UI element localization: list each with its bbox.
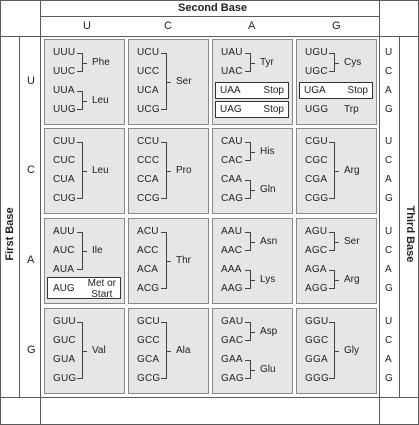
third-base-letter-G: G [385,373,393,384]
codon-UCU: UCU [137,47,160,58]
second-base-letter-A: A [248,20,256,32]
codon-CGU: CGU [305,136,328,147]
start-label [88,278,116,300]
second-base-title-divider [40,16,379,17]
second-base-letter-U: U [83,20,91,32]
codon-UUA: UUA [53,85,75,96]
codon-GGU: GGU [305,316,329,327]
amino-acid-Leu: Leu [92,94,109,106]
codon-UCG: UCG [137,104,160,115]
codon-CCA: CCA [137,174,159,185]
codon-CGG: CGG [305,193,329,204]
codon-AAU: AAU [221,226,243,237]
codon-ACG: ACG [137,283,160,294]
codon-CCC: CCC [137,155,160,166]
bracket-tick [167,171,171,172]
bracket-tick [83,251,87,252]
codon-AUU: AUU [53,226,75,237]
third-base-letter-U: U [385,316,393,327]
codon-UUC: UUC [53,66,76,77]
bracket-tick [83,171,87,172]
bracket-tick [251,152,255,153]
codon-GCU: GCU [137,316,160,327]
codon-GGG: GGG [305,373,329,384]
bracket-tick [335,171,339,172]
codon-UUG: UUG [53,104,76,115]
stop-label: Stop [347,85,368,96]
amino-acid-Tyr: Tyr [260,56,274,68]
amino-acid-Glu: Glu [260,363,276,375]
third-base-letter-C: C [385,66,393,77]
codon-CGC: CGC [305,155,328,166]
amino-acid-Lys: Lys [260,273,276,285]
amino-acid-Leu: Leu [92,164,109,176]
first-base-letter-U: U [27,75,35,87]
third-base-letter-A: A [385,174,392,185]
codon-GAA: GAA [221,354,243,365]
second-base-letter-G: G [332,20,341,32]
start-label-line2: Start [91,289,113,300]
third-base-letter-U: U [385,47,393,58]
first-base-letter-divider [40,0,41,425]
codon-ACU: ACU [137,226,159,237]
codon-UAC: UAC [221,66,243,77]
codon-ACC: ACC [137,245,159,256]
amino-acid-Pro: Pro [176,164,192,176]
third-base-letter-A: A [385,264,392,275]
amino-acid-Gln: Gln [260,183,276,195]
amino-acid-Phe: Phe [92,56,110,68]
codon-UCA: UCA [137,85,159,96]
stop-codon: UGA [304,85,326,96]
amino-acid-Val: Val [92,344,106,356]
first-base-title: First Base [4,207,16,261]
start-codon: AUG [53,283,75,294]
codon-GUG: GUG [53,373,77,384]
first-base-column-divider [19,36,20,397]
first-base-letter-A: A [27,254,35,266]
codon-UUU: UUU [53,47,76,58]
codon-AUC: AUC [53,245,75,256]
codon-CUU: CUU [53,136,76,147]
outer-left-border [0,0,1,425]
codon-AUA: AUA [53,264,75,275]
codon-UCC: UCC [137,66,160,77]
amino-acid-Trp: Trp [344,104,359,115]
amino-acid-Gly: Gly [344,344,359,356]
codon-CCG: CCG [137,193,160,204]
amino-acid-Cys: Cys [344,56,362,68]
outer-top-border [0,0,419,1]
bracket-tick [335,351,339,352]
codon-CUG: CUG [53,193,76,204]
bracket-tick [335,242,339,243]
stop-label: Stop [263,104,284,115]
bracket-tick [83,63,87,64]
codon-AGG: AGG [305,283,328,294]
first-base-letter-G: G [27,344,36,356]
codon-UGC: UGC [305,66,328,77]
codon-AAA: AAA [221,264,242,275]
codon-GUU: GUU [53,316,76,327]
bracket-tick [251,242,255,243]
codon-AGU: AGU [305,226,328,237]
codon-CAC: CAC [221,155,243,166]
bracket-tick [167,261,171,262]
third-base-letter-C: C [385,335,393,346]
start-label-line1: Met or [87,278,116,289]
codon-GCA: GCA [137,354,160,365]
third-base-letter-G: G [385,283,393,294]
codon-GAU: GAU [221,316,244,327]
third-base-letter-divider [379,0,380,425]
amino-acid-Asn: Asn [260,235,278,247]
amino-acid-Ser: Ser [176,75,192,87]
codon-CAG: CAG [221,193,244,204]
second-base-title: Second Base [178,2,248,14]
bracket-tick [167,82,171,83]
second-base-letter-C: C [164,20,172,32]
codon-GUC: GUC [53,335,76,346]
codon-CCU: CCU [137,136,160,147]
stop-codon: UAA [220,85,241,96]
amino-acid-His: His [260,145,275,157]
first-base-letter-C: C [27,164,35,176]
footer-row-divider [0,397,419,398]
codon-ACA: ACA [137,264,159,275]
bracket-tick [251,190,255,191]
amino-acid-Arg: Arg [344,164,360,176]
stop-codon: UAG [220,104,242,115]
codon-GAG: GAG [221,373,244,384]
codon-CAA: CAA [221,174,243,185]
third-base-column-divider [399,36,400,397]
bracket-tick [335,63,339,64]
codon-GCG: GCG [137,373,161,384]
amino-acid-Ser: Ser [344,235,360,247]
codon-GCC: GCC [137,335,160,346]
codon-AAC: AAC [221,245,243,256]
third-base-letter-C: C [385,155,393,166]
third-base-letter-C: C [385,245,393,256]
stop-label: Stop [263,85,284,96]
third-base-letter-G: G [385,193,393,204]
start-codon-box [47,277,121,299]
codon-CUA: CUA [53,174,75,185]
codon-CUC: CUC [53,155,76,166]
stop-codon-box [215,82,289,99]
codon-AAG: AAG [221,283,243,294]
bracket-tick [251,332,255,333]
third-base-letter-U: U [385,136,393,147]
amino-acid-Ala: Ala [176,344,191,356]
codon-AGC: AGC [305,245,328,256]
bracket-tick [251,370,255,371]
third-base-letter-U: U [385,226,393,237]
codon-CGA: CGA [305,174,328,185]
bracket-tick [83,351,87,352]
bracket-tick [251,280,255,281]
amino-acid-Thr: Thr [176,254,191,266]
bracket-tick [83,101,87,102]
codon-GGA: GGA [305,354,328,365]
codon-CAU: CAU [221,136,243,147]
amino-acid-Arg: Arg [344,273,360,285]
third-base-letter-A: A [385,85,392,96]
stop-codon-box [215,101,289,118]
bracket-tick [335,280,339,281]
stop-codon-box [299,82,373,99]
amino-acid-Ile: Ile [92,245,103,256]
amino-acid-Asp: Asp [260,325,278,337]
third-base-letter-A: A [385,354,392,365]
third-base-title: Third Base [404,205,416,263]
codon-UGU: UGU [305,47,328,58]
codon-GGC: GGC [305,335,329,346]
header-row-divider [0,36,419,37]
third-base-letter-G: G [385,104,393,115]
codon-UGG: UGG [305,104,329,115]
codon-AGA: AGA [305,264,327,275]
bracket-tick [251,63,255,64]
codon-GUA: GUA [53,354,76,365]
bracket-tick [167,351,171,352]
codon-UAU: UAU [221,47,243,58]
codon-GAC: GAC [221,335,244,346]
